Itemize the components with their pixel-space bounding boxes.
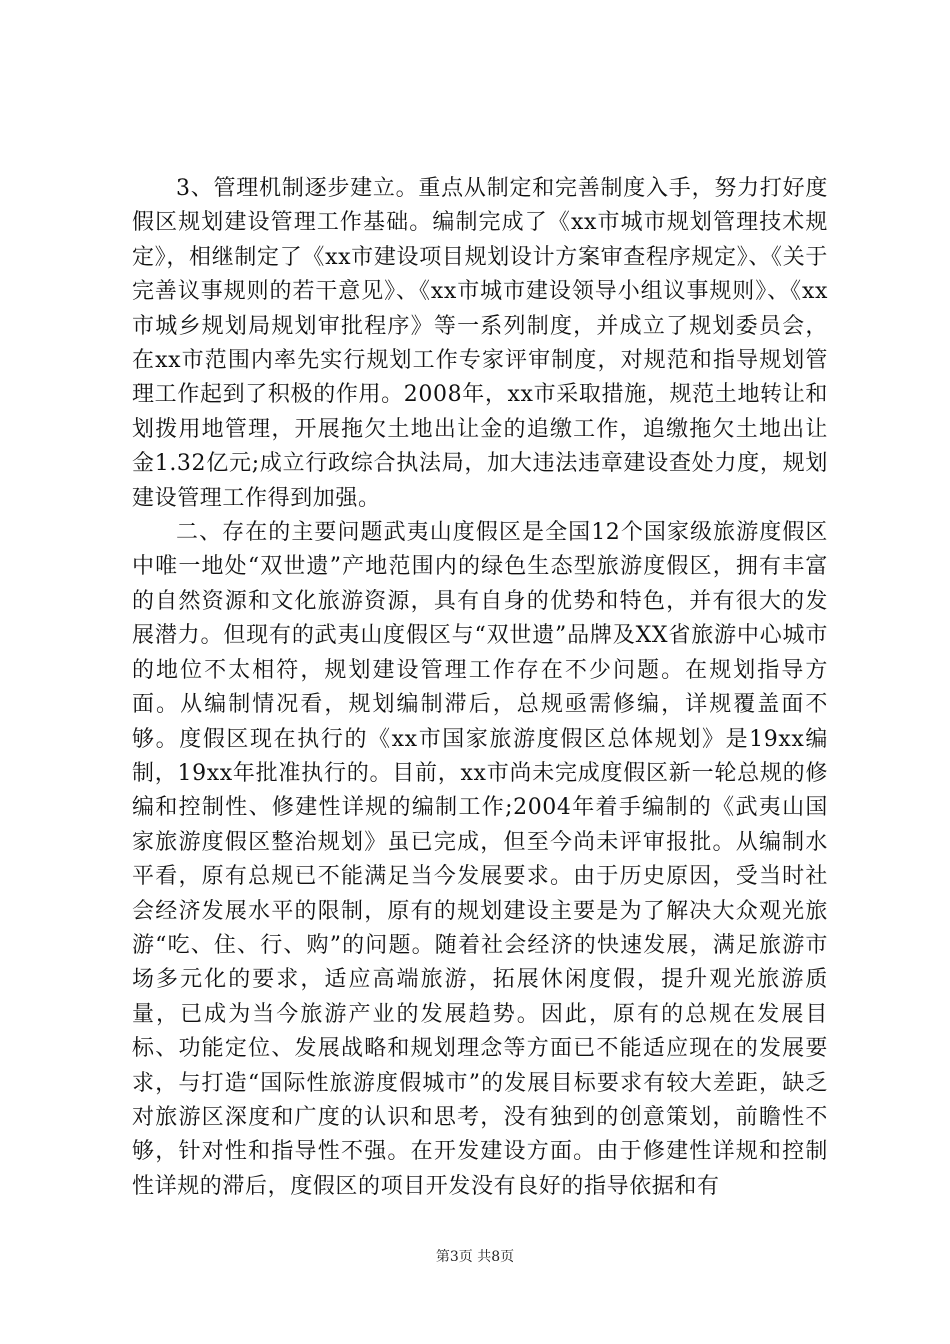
document-body	[132, 172, 828, 1204]
paragraph-management-mechanism: 3、管理机制逐步建立。重点从制定和完善制度入手，努力打好度假区规划建设管理工作基础。编制完成了《xx市城市规划管理技术规定》，相继制定了《xx市建设项目规划设计方案审查程序规定》、《关于完善议事规则的若干意见》、《xx市城市建设领导小组议事规则》、《xx市城乡规划局规划审批程序》等一系列制度，并成立了规划委员会，在xx市范围内率先实行规划工作专家评审制度，对规范和指导规划管理工作起到了积极的作用。2008年，xx市采取措施，规范土地转让和划拨用地管理，开展拖欠土地出让金的追缴工作，追缴拖欠土地出让金1.32亿元;成立行政综合执法局，加大违法违章建设查处力度，规划建设管理工作得到加强。	[132, 176, 828, 511]
page-footer: 第3页 共8页	[435, 1249, 515, 1265]
paragraph-main-problems: 二、存在的主要问题武夷山度假区是全国12个国家级旅游度假区中唯一地处“双世遗”产地范围内的绿色生态型旅游度假区，拥有丰富的自然资源和文化旅游资源，具有自身的优势和特色，并有很大的发展潜力。但现有的武夷山度假区与“双世遗”品牌及XX省旅游中心城市的地位不太相符，规划建设管理工作存在不少问题。在规划指导方面。从编制情况看，规划编制滞后，总规亟需修编，详规覆盖面不够。度假区现在执行的《xx市国家旅游度假区总体规划》是19xx编制，19xx年批准执行的。目前，xx市尚未完成度假区新一轮总规的修编和控制性、修建性详规的编制工作;2004年着手编制的《武夷山国家旅游度假区整治规划》虽已完成，但至今尚未评审报批。从编制水平看，原有总规已不能满足当今发展要求。由于历史原因，受当时社会经济发展水平的限制，原有的规划建设主要是为了解决大众观光旅游“吃、住、行、购”的问题。随着社会经济的快速发展，满足旅游市场多元化的要求，适应高端旅游，拓展休闲度假，提升观光旅游质量，已成为当今旅游产业的发展趋势。因此，原有的总规在发展目标、功能定位、发展战略和规划理念等方面已不能适应现在的发展要求，与打造“国际性旅游度假城市”的发展目标要求有较大差距，缺乏对旅游区深度和广度的认识和思考，没有独到的创意策划，前瞻性不够，针对性和指导性不强。在开发建设方面。由于修建性详规和控制性详规的滞后，度假区的项目开发没有良好的指导依据和有	[132, 520, 828, 1199]
